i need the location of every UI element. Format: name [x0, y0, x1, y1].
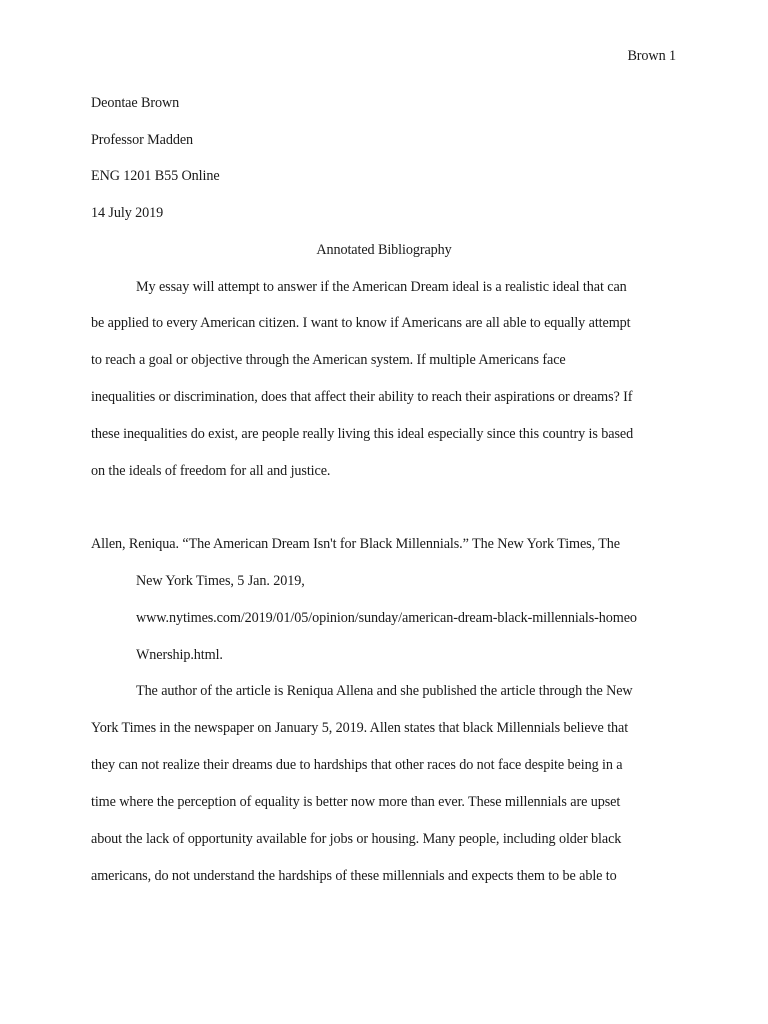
intro-line: inequalities or discrimination, does that affect their ability to reach their aspirations or dreams? If: [91, 389, 633, 405]
document-title: Annotated Bibliography: [316, 242, 452, 258]
annotation-line: they can not realize their dreams due to hardships that other races do not face despite being in a: [91, 757, 623, 773]
intro-line: be applied to every American citizen. I want to know if Americans are all able to equally attempt: [91, 315, 631, 331]
citation-line: Allen, Reniqua. “The American Dream Isn't for Black Millennials.” The New York Times, The: [91, 536, 621, 552]
course-name: ENG 1201 B55 Online: [91, 168, 220, 184]
professor-name: Professor Madden: [91, 132, 194, 148]
annotation-line: time where the perception of equality is better now more than ever. These millennials are upset: [91, 794, 621, 810]
citation-line: New York Times, 5 Jan. 2019,: [136, 573, 305, 589]
intro-line: on the ideals of freedom for all and justice.: [91, 463, 331, 479]
paper-date: 14 July 2019: [91, 205, 164, 221]
annotation-line: York Times in the newspaper on January 5, 2019. Allen states that black Millennials believe that: [91, 720, 629, 736]
annotation-line: The author of the article is Reniqua Allena and she published the article through the New: [136, 683, 633, 699]
citation-url: Wnership.html.: [136, 647, 223, 663]
citation-url: www.nytimes.com/2019/01/05/opinion/sunday/american-dream-black-millennials-homeo: [136, 610, 637, 626]
intro-line: My essay will attempt to answer if the American Dream ideal is a realistic ideal that can: [136, 279, 627, 295]
annotation-line: about the lack of opportunity available for jobs or housing. Many people, including older black: [91, 831, 622, 847]
page-header: Brown 1: [627, 48, 676, 64]
intro-line: these inequalities do exist, are people really living this ideal especially since this country is based: [91, 426, 634, 442]
intro-line: to reach a goal or objective through the American system. If multiple Americans face: [91, 352, 566, 368]
annotation-line: americans, do not understand the hardships of these millennials and expects them to be able to: [91, 868, 617, 884]
student-name: Deontae Brown: [91, 95, 180, 111]
